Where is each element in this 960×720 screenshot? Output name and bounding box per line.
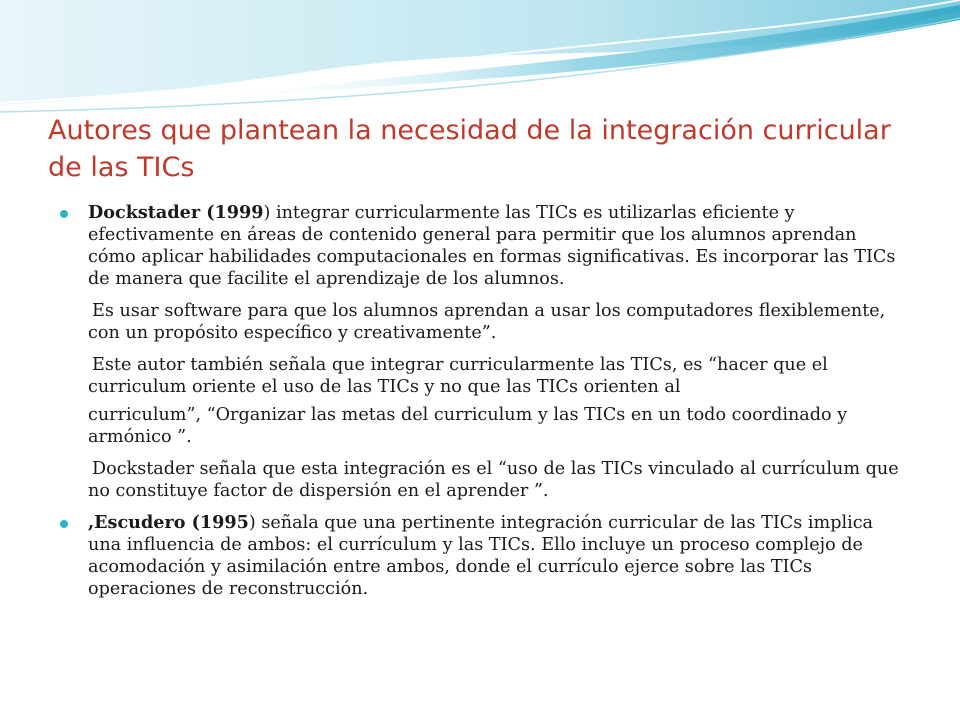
paragraph: Dockstader señala que esta integración es el “uso de las TICs vinculado al currículum que no constituye factor de dispersión en el aprender ”. (88, 459, 899, 501)
bullet-item (60, 202, 905, 290)
bullet-item (60, 512, 905, 600)
bullet-dot-icon (60, 520, 68, 528)
slide-content (60, 202, 905, 600)
author-citation: Dockstader (1999 (88, 202, 264, 223)
paragraph: Este autor también señala que integrar curricularmente las TICs, es “hacer que el curriculum oriente el uso de las TICs y no que las TICs orienten al (88, 355, 828, 397)
slide-title: Autores que plantean la necesidad de la integración curricular de las TICs (48, 115, 891, 183)
paragraph: curriculum”, “Organizar las metas del curriculum y las TICs en un todo coordinado y armónico ”. (88, 405, 848, 447)
bullet-text: ) integrar curricularmente las TICs es utilizarlas eficiente y efectivamente en áreas de contenido general para permitir que los alumnos aprendan cómo aplicar habilidades computacionales en formas significativas. Es incorporar las TICs de manera que facilite el aprendizaje de los alumnos. (88, 203, 896, 289)
decorative-wave-header (0, 0, 960, 120)
paragraph: Es usar software para que los alumnos aprendan a usar los computadores flexiblemente, con un propósito específico y creativamente”. (88, 301, 886, 343)
author-citation: ,Escudero (1995 (88, 512, 249, 533)
bullet-text: ) señala que una pertinente integración curricular de las TICs implica una influencia de ambos: el currículum y las TICs. Ello incluye un proceso complejo de acomodación y asimilación entre ambos, donde el currículo ejerce sobre las TICs operaciones de reconstrucción. (88, 513, 874, 599)
bullet-dot-icon (60, 210, 68, 218)
